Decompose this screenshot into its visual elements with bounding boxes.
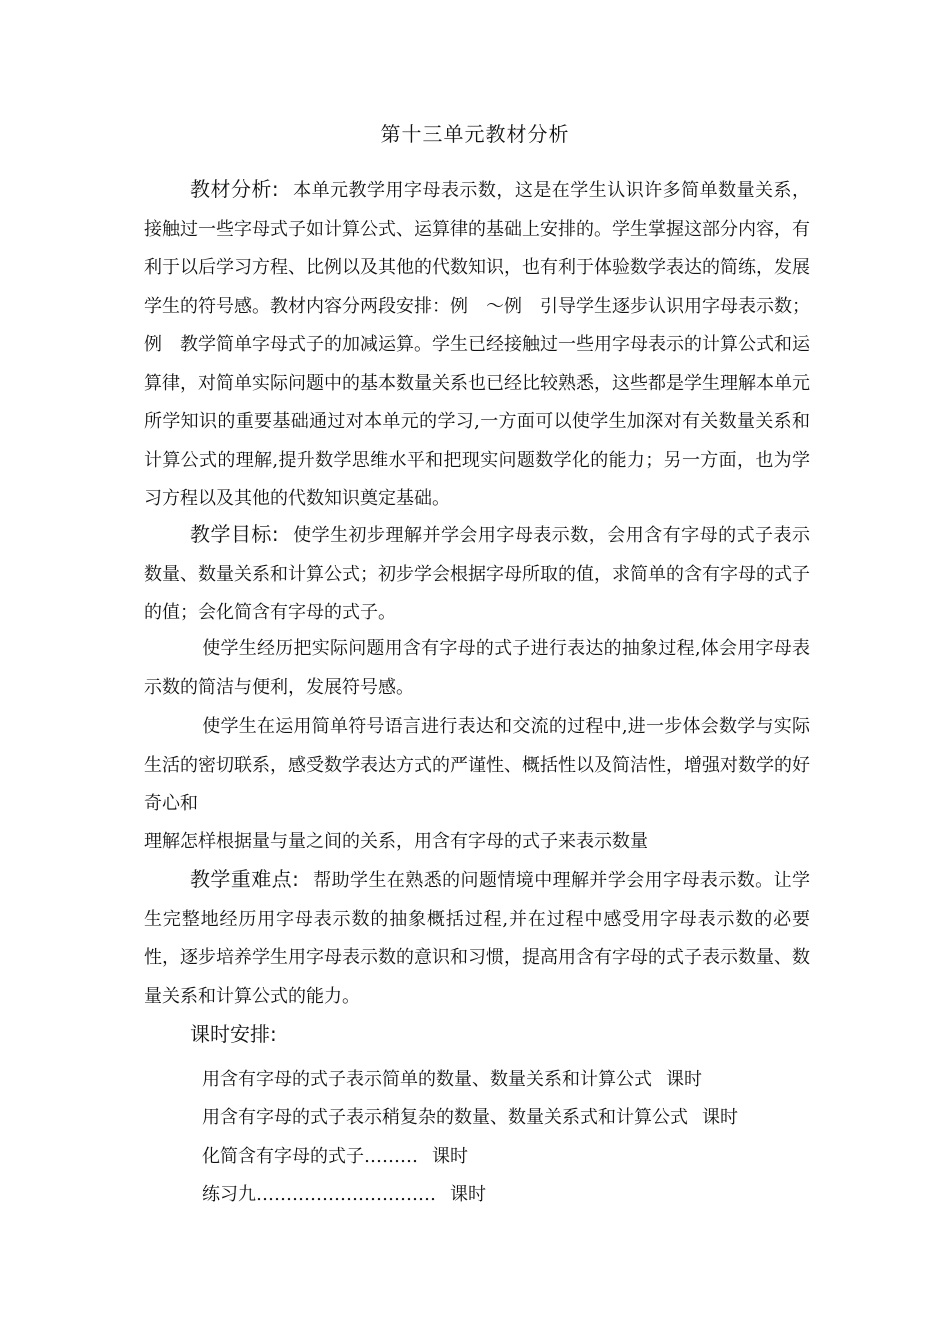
goals-section (144, 515, 810, 633)
analysis-section (144, 170, 810, 519)
goals-paragraph-1: 使学生初步理解并学会用字母表示数，会用含有字母的式子表示数量、数量关系和计算公式；初步学会根据字母所取的值，求简单的含有字母的式子的值；会化简含有字母的式子。 (144, 525, 810, 623)
goals-heading: 教学目标: (190, 522, 279, 546)
schedule-item-unit: 课时 (702, 1107, 738, 1128)
schedule-item (202, 1065, 702, 1095)
goals-paragraph-2-block (144, 630, 810, 707)
goals-paragraph-3-block (144, 708, 810, 824)
schedule-item-text: 化简含有字母的式子……… (202, 1146, 418, 1167)
goals-paragraph-4: 理解怎样根据量与量之间的关系，用含有字母的式子来表示数量 (144, 831, 648, 852)
goals-paragraph-3: 使学生在运用简单符号语言进行表达和交流的过程中,进一步体会数学与实际生活的密切联系，感受数学表达方式的严谨性、概括性以及简洁性，增强对数学的好奇心和 (144, 716, 810, 814)
schedule-item-unit: 课时 (450, 1184, 486, 1205)
analysis-heading: 教材分析: (190, 177, 279, 201)
schedule-item-text: 用含有字母的式子表示简单的数量、数量关系和计算公式 (202, 1069, 652, 1090)
goals-paragraph-4-block (144, 823, 810, 862)
schedule-item (202, 1103, 738, 1133)
schedule-heading: 课时安排: (190, 1022, 277, 1046)
difficulties-heading: 教学重难点: (190, 867, 299, 891)
analysis-text: 本单元教学用字母表示数，这是在学生认识许多简单数量关系，接触过一些字母式子如计算公式、运算律的基础上安排的。学生掌握这部分内容，有利于以后学习方程、比例以及其他的代数知识，也有利于体验数学表达的简练，发展学生的符号感。教材内容分两段安排：例 ～例 引导学生逐步认识用字母表示数；例 教学简单字母式子的加减运算。学生已经接触过一些用字母表示的计算公式和运算律，对简单实际问题中的基本数量关系也已经比较熟悉，这些都是学生理解本单元所学知识的重要基础通过对本单元的学习,一方面可以使学生加深对有关数量关系和计算公式的理解,提升数学思维水平和把现实问题数学化的能力；另一方面，也为学习方程以及其他的代数知识奠定基础。 (144, 180, 810, 509)
schedule-section (144, 1015, 810, 1056)
difficulties-text: 帮助学生在熟悉的问题情境中理解并学会用字母表示数。让学生完整地经历用字母表示数的抽象概括过程,并在过程中感受用字母表示数的必要性，逐步培养学生用字母表示数的意识和习惯，提高用含有字母的式子表示数量、数量关系和计算公式的能力。 (144, 870, 810, 1007)
document-title: 第十三单元教材分析 (380, 122, 570, 146)
schedule-item-text: 练习九………………………… (202, 1184, 436, 1205)
goals-paragraph-2: 使学生经历把实际问题用含有字母的式子进行表达的抽象过程,体会用字母表示数的简洁与便利，发展符号感。 (144, 638, 810, 698)
schedule-item (202, 1180, 486, 1210)
schedule-item-unit: 课时 (666, 1069, 702, 1090)
schedule-item-unit: 课时 (432, 1146, 468, 1167)
difficulties-section (144, 860, 810, 1016)
schedule-item (202, 1142, 468, 1172)
schedule-item-text: 用含有字母的式子表示稍复杂的数量、数量关系式和计算公式 (202, 1107, 688, 1128)
